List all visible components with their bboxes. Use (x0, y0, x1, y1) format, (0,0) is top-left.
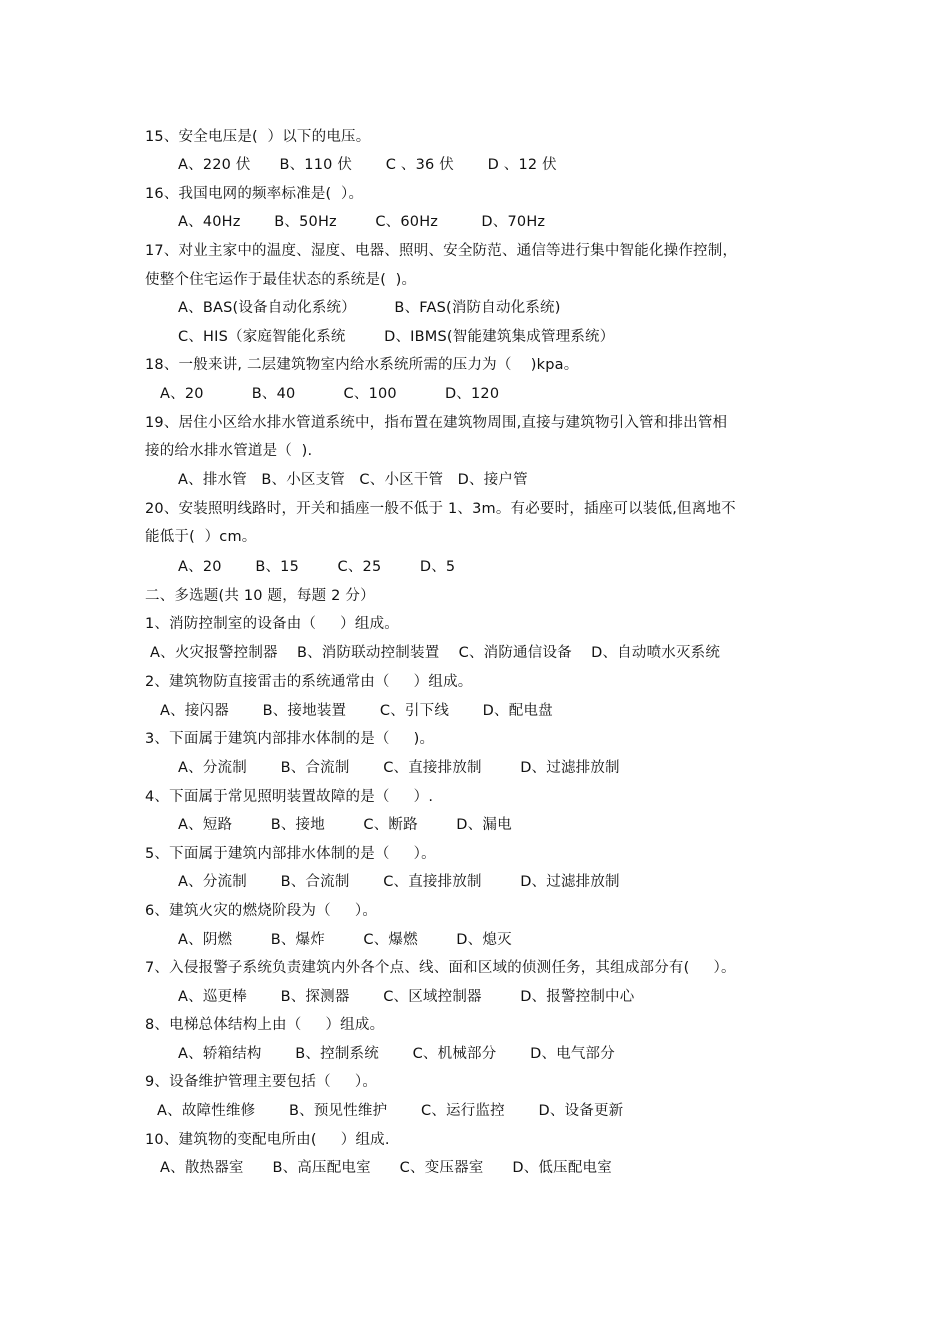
question-20: 20、安装照明线路时，开关和插座一般不低于 1、3m。有必要时，插座可以装低,但离地不 (145, 501, 736, 517)
mc-question-4: 4、下面属于常见照明装置故障的是（ ）. (145, 789, 434, 805)
mc-question-2: 2、建筑物防直接雷击的系统通常由（ ）组成。 (145, 674, 473, 690)
mc-question-10: 10、建筑物的变配电所由( ）组成. (145, 1132, 390, 1148)
question-18: 18、一般来讲, 二层建筑物室内给水系统所需的压力为（ )kpa。 (145, 357, 579, 373)
mc-question-8-options: A、轿箱结构 B、控制系统 C、机械部分 D、电气部分 (178, 1046, 615, 1062)
question-17-continued: 使整个住宅运作于最佳状态的系统是( )。 (145, 272, 417, 288)
question-17-options-cd: C、HIS（家庭智能化系统 D、IBMS(智能建筑集成管理系统） (178, 329, 615, 345)
question-19-continued: 接的给水排水管道是（ ). (145, 443, 313, 459)
question-19: 19、居住小区给水排水管道系统中，指布置在建筑物周围,直接与建筑物引入管和排出管相 (145, 415, 728, 431)
question-18-options: A、20 B、40 C、100 D、120 (160, 386, 500, 402)
question-16-options: A、40Hz B、50Hz C、60Hz D、70Hz (178, 214, 546, 230)
mc-question-4-options: A、短路 B、接地 C、断路 D、漏电 (178, 817, 512, 833)
mc-question-8: 8、电梯总体结构上由（ ）组成。 (145, 1017, 385, 1033)
mc-question-1-options: A、火灾报警控制器 B、消防联动控制装置 C、消防通信设备 D、自动喷水灭系统 (150, 645, 721, 661)
mc-question-1: 1、消防控制室的设备由（ ）组成。 (145, 616, 399, 632)
section-heading-multiple-choice: 二、多选题(共 10 题，每题 2 分） (145, 588, 375, 604)
mc-question-6: 6、建筑火灾的燃烧阶段为（ ）。 (145, 903, 378, 919)
mc-question-3: 3、下面属于建筑内部排水体制的是（ )。 (145, 731, 435, 747)
mc-question-7: 7、入侵报警子系统负责建筑内外各个点、线、面和区域的侦测任务，其组成部分有( ）。 (145, 960, 736, 976)
mc-question-10-options: A、散热器室 B、高压配电室 C、变压器室 D、低压配电室 (160, 1160, 612, 1176)
question-17-options-ab: A、BAS(设备自动化系统） B、FAS(消防自动化系统) (178, 300, 561, 316)
mc-question-3-options: A、分流制 B、合流制 C、直接排放制 D、过滤排放制 (178, 760, 620, 776)
mc-question-2-options: A、接闪器 B、接地装置 C、引下线 D、配电盘 (160, 703, 553, 719)
mc-question-6-options: A、阴燃 B、爆炸 C、爆燃 D、熄灭 (178, 932, 512, 948)
mc-question-9: 9、设备维护管理主要包括（ ）。 (145, 1074, 378, 1090)
mc-question-9-options: A、故障性维修 B、预见性维护 C、运行监控 D、设备更新 (157, 1103, 624, 1119)
question-20-continued: 能低于( ）cm。 (145, 529, 257, 545)
mc-question-5-options: A、分流制 B、合流制 C、直接排放制 D、过滤排放制 (178, 874, 620, 890)
mc-question-5: 5、下面属于建筑内部排水体制的是（ ）。 (145, 846, 436, 862)
question-17: 17、对业主家中的温度、湿度、电器、照明、安全防范、通信等进行集中智能化操作控制， (145, 243, 738, 259)
mc-question-7-options: A、巡更棒 B、探测器 C、区域控制器 D、报警控制中心 (178, 989, 635, 1005)
question-19-options: A、排水管 B、小区支管 C、小区干管 D、接户管 (178, 472, 528, 488)
question-15-options: A、220 伏 B、110 伏 C 、36 伏 D 、12 伏 (178, 157, 557, 173)
question-16: 16、我国电网的频率标准是( ）。 (145, 186, 364, 202)
question-20-options: A、20 B、15 C、25 D、5 (178, 559, 456, 575)
question-15: 15、安全电压是( ）以下的电压。 (145, 129, 371, 145)
